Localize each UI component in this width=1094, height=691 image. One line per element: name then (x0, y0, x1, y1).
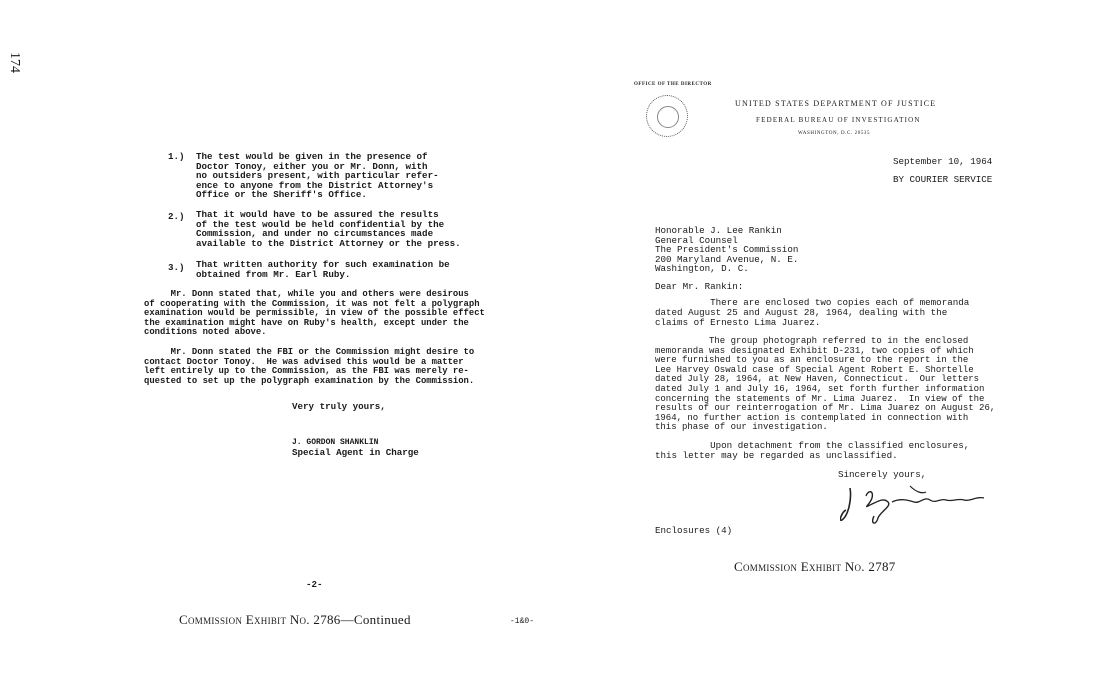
exhibit-prefix-right: Commission Exhibit No. (734, 559, 869, 574)
recipient-address: Honorable J. Lee Rankin General Counsel The President's Commission 200 Maryland Avenue, N. E. Washington, D. C. (655, 225, 799, 275)
item-text-3: That written authority for such examination be obtained from Mr. Earl Ruby. (196, 259, 450, 280)
salutation: Dear Mr. Rankin: (655, 281, 744, 292)
closing: Very truly yours, (292, 401, 386, 412)
delivery-method: BY COURIER SERVICE (893, 174, 993, 185)
doj-seal-icon (646, 95, 688, 137)
paragraph-polygraph: Mr. Donn stated that, while you and others were desirous of cooperating with the Commission, it was not felt a polygraph examination would be permissible, in view of the possible effect the examination might have on Ruby's health, except under the conditions noted above. (144, 289, 485, 338)
left-page (140, 150, 500, 620)
item-number-3: 3.) (168, 262, 185, 273)
signer-title: Special Agent in Charge (292, 447, 419, 458)
handwritten-signature-icon (840, 482, 990, 527)
department-heading: UNITED STATES DEPARTMENT OF JUSTICE (735, 99, 937, 108)
item-text-2: That it would have to be assured the results of the test would be held confidential by the Commission, and under no circumstances made available to the District Attorney or the press. (196, 209, 461, 249)
enclosures: Enclosures (4) (655, 525, 733, 536)
letter-date: September 10, 1964 (893, 156, 993, 167)
item-number-2: 2.) (168, 211, 185, 222)
page-number: 174 (7, 52, 22, 73)
bureau-heading: FEDERAL BUREAU OF INVESTIGATION (756, 116, 921, 124)
paragraph-contact: Mr. Donn stated the FBI or the Commission might desire to contact Doctor Tonoy. He was advised this would be a matter left entirely up to the Commission, as the FBI was merely re- quested to set up the polygraph examination by the Commission. (144, 347, 475, 386)
paragraph-photograph: The group photograph referred to in the enclosed memoranda was designated Exhibit D-231, two copies of which were furnished to you as an enclosure to the report in the Lee Harvey Oswald case of Special Agent Robert E. Shortelle dated July 28, 1964, at New Haven, Connecticut. Our letters dated July 1 and July 16, 1964, set forth further information concerning the statements of Mr. Lima Juarez. In view of the results of our reinterrogation of Mr. Lima Juarez on August 26, 1964, no further action is contemplated in connection with this phase of our investigation. (655, 336, 996, 433)
exhibit-number-left: 2786 (313, 612, 341, 627)
exhibit-number-right: 2787 (868, 559, 896, 574)
item-text-1: The test would be given in the presence of Doctor Tonoy, either you or Mr. Donn, with no outsiders present, with particular refer- ence to anyone from the District Attorney's Office or the Sheriff's Office. (196, 151, 439, 201)
stamp-mark: -1&0- (510, 617, 535, 626)
closing-right: Sincerely yours, (838, 469, 927, 480)
signer-name: J. GORDON SHANKLIN (292, 438, 379, 447)
exhibit-label-left (179, 612, 411, 628)
exhibit-label-right (734, 559, 896, 575)
page-mark: -2- (306, 579, 323, 590)
item-number-1: 1.) (168, 151, 185, 162)
exhibit-prefix-left: Commission Exhibit No. (179, 612, 314, 627)
paragraph-unclassified: Upon detachment from the classified enclosures, this letter may be regarded as unclassified. (655, 440, 970, 461)
city-line: WASHINGTON, D.C. 20535 (798, 131, 871, 136)
paragraph-enclosed: There are enclosed two copies each of memoranda dated August 25 and August 28, 1964, dealing with the claims of Ernesto Lima Juarez. (655, 297, 970, 328)
office-line: OFFICE OF THE DIRECTOR (634, 82, 712, 87)
exhibit-suffix-left: —Continued (340, 612, 411, 627)
